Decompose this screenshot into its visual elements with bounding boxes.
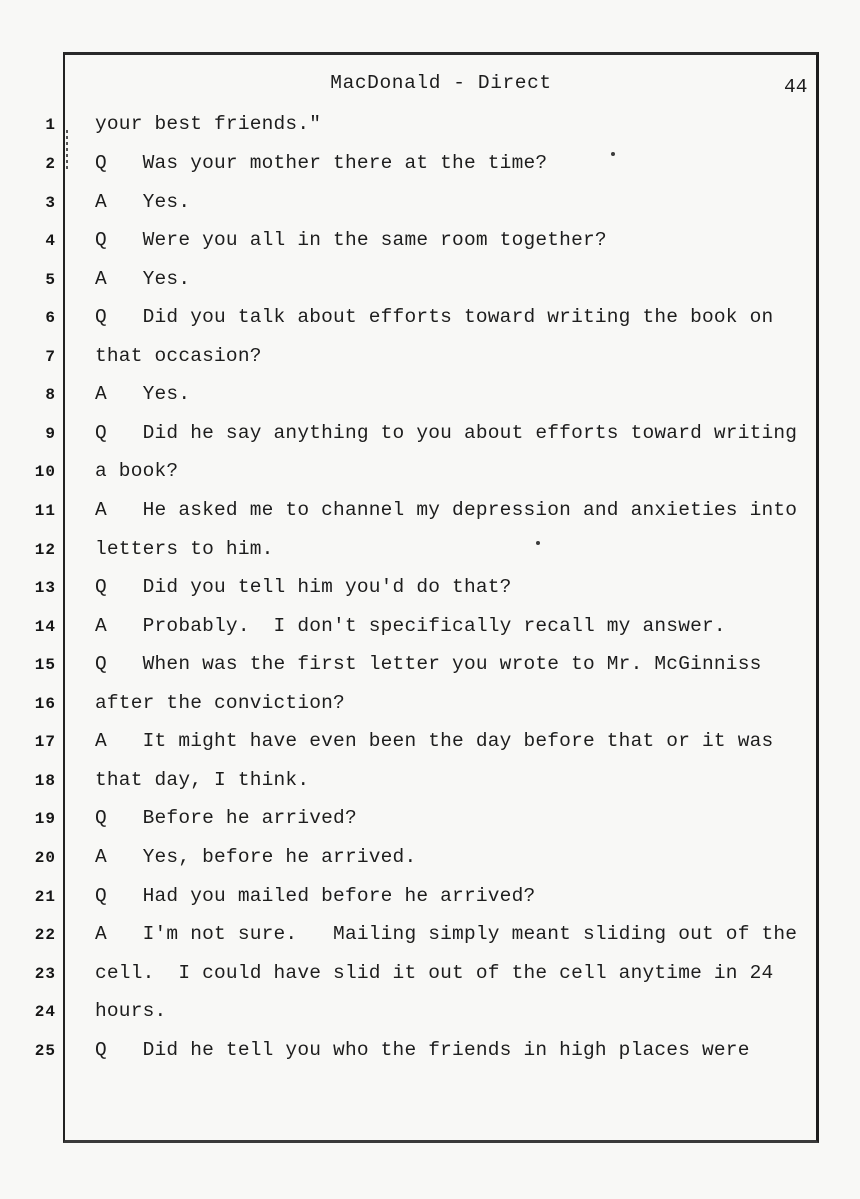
line-number: 2 <box>45 154 56 173</box>
line-text: Q Was your mother there at the time? <box>95 151 548 174</box>
line-text: cell. I could have slid it out of the cell anytime in 24 <box>95 961 774 984</box>
transcript-line <box>0 189 860 215</box>
line-text: A Yes. <box>95 190 191 213</box>
line-text: A Yes. <box>95 383 191 406</box>
line-text: Q Did you talk about efforts toward writing the book on <box>95 306 774 329</box>
line-text: Q Were you all in the same room together? <box>95 229 607 252</box>
line-number: 24 <box>34 1003 56 1022</box>
line-number: 4 <box>45 232 56 251</box>
line-text: your best friends." <box>95 113 322 136</box>
line-text: A He asked me to channel my depression and anxieties into <box>95 499 798 521</box>
transcript-line <box>0 111 860 137</box>
scan-artifact-dot <box>611 152 615 156</box>
line-number: 16 <box>34 694 56 713</box>
line-number: 1 <box>45 116 56 135</box>
transcript-line <box>0 420 860 446</box>
line-number: 6 <box>45 309 56 328</box>
line-text: A Yes, before he arrived. <box>95 846 417 869</box>
transcript-line <box>0 574 860 600</box>
line-text: A Probably. I don't specifically recall my answer. <box>95 614 726 637</box>
transcript-line <box>0 690 860 716</box>
line-text: after the conviction? <box>95 691 345 714</box>
transcript-line <box>0 266 860 292</box>
line-text: that occasion? <box>95 344 262 367</box>
line-number: 18 <box>34 771 56 790</box>
line-number: 8 <box>45 386 56 405</box>
transcript-line <box>0 805 860 831</box>
line-text: A It might have even been the day before that or it was <box>95 730 774 753</box>
line-text: Q Did he tell you who the friends in high places were <box>95 1038 750 1061</box>
transcript-line <box>0 998 860 1024</box>
line-number: 3 <box>45 193 56 212</box>
line-text: Q Before he arrived? <box>95 807 357 830</box>
line-number: 10 <box>34 463 56 482</box>
page-number: 44 <box>784 76 808 98</box>
transcript-line <box>0 844 860 870</box>
line-number: 20 <box>34 849 56 868</box>
line-number: 23 <box>34 964 56 983</box>
line-text: Q When was the first letter you wrote to Mr. McGinniss <box>95 653 762 676</box>
line-number: 5 <box>45 270 56 289</box>
line-text: a book? <box>95 460 179 483</box>
transcript-line <box>0 651 860 677</box>
page-title: MacDonald - Direct <box>330 72 552 94</box>
line-number: 7 <box>45 347 56 366</box>
line-text: Q Did you tell him you'd do that? <box>95 576 512 599</box>
transcript-line <box>0 497 860 523</box>
line-number: 12 <box>34 540 56 559</box>
line-text: A Yes. <box>95 267 191 290</box>
line-number: 22 <box>34 926 56 945</box>
line-text: letters to him. <box>95 537 274 560</box>
transcript-line <box>0 921 860 947</box>
line-text: Q Did he say anything to you about efforts toward writing <box>95 421 798 444</box>
line-number: 19 <box>34 810 56 829</box>
line-number: 13 <box>34 579 56 598</box>
transcript-line <box>0 613 860 639</box>
line-number: 25 <box>34 1041 56 1060</box>
transcript-line <box>0 1037 860 1063</box>
scan-artifact-dot <box>536 541 540 545</box>
line-text: A I'm not sure. Mailing simply meant sliding out of the <box>95 923 798 946</box>
transcript-line <box>0 960 860 986</box>
transcript-line <box>0 227 860 253</box>
line-text: Q Had you mailed before he arrived? <box>95 884 536 907</box>
transcript-line <box>0 343 860 369</box>
line-number: 9 <box>45 424 56 443</box>
line-number: 17 <box>34 733 56 752</box>
line-text: that day, I think. <box>95 768 310 791</box>
transcript-line <box>0 458 860 484</box>
line-text: hours. <box>95 1000 167 1023</box>
transcript-line <box>0 767 860 793</box>
line-number: 11 <box>34 502 56 520</box>
transcript-line <box>0 728 860 754</box>
line-number: 15 <box>34 656 56 675</box>
line-number: 14 <box>34 617 56 636</box>
line-number: 21 <box>34 887 56 906</box>
transcript-line <box>0 381 860 407</box>
transcript-line <box>0 304 860 330</box>
transcript-line <box>0 150 860 176</box>
transcript-line <box>0 883 860 909</box>
transcript-line <box>0 536 860 562</box>
